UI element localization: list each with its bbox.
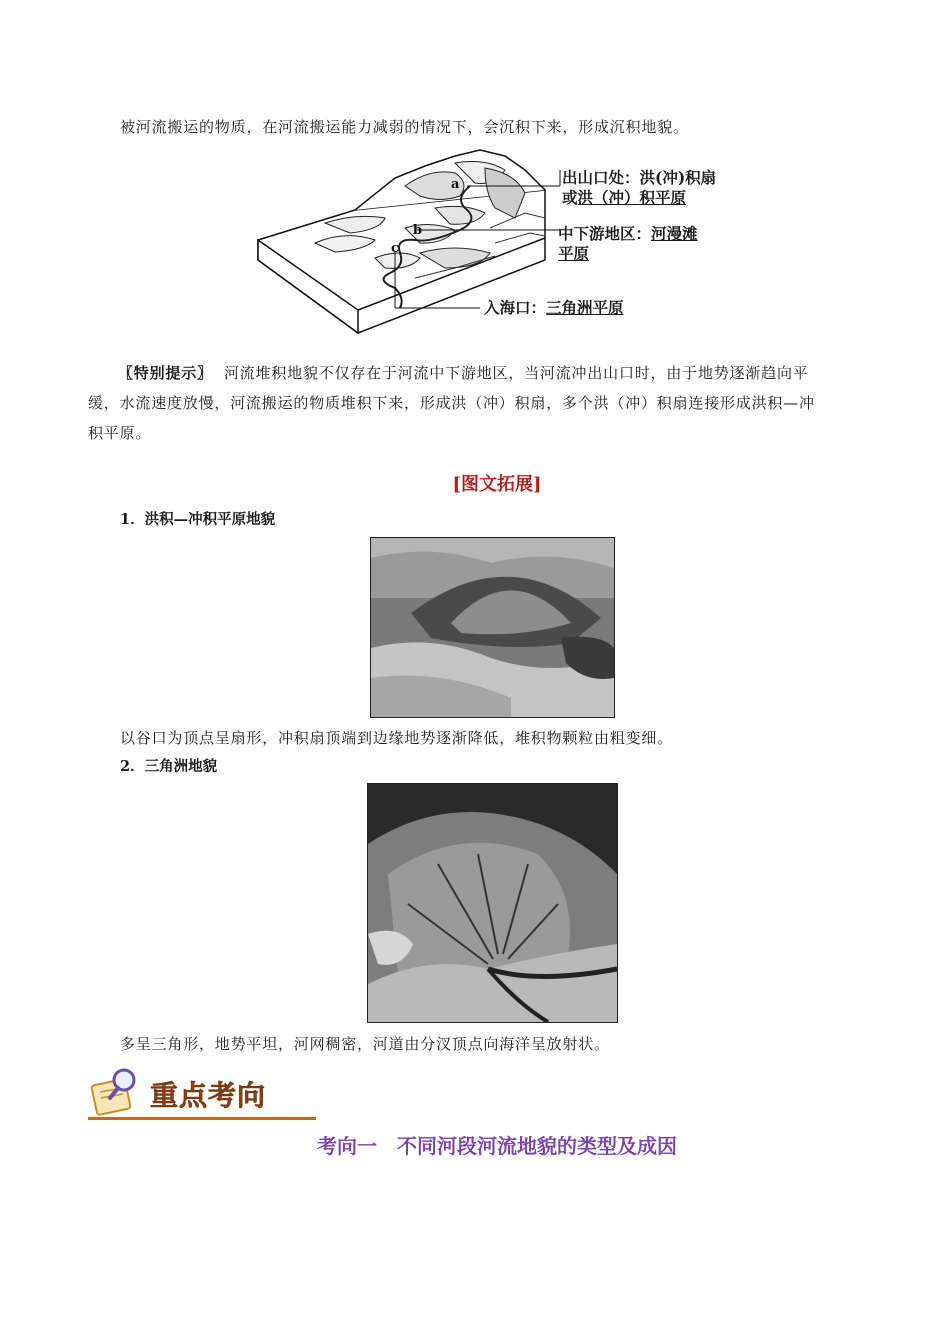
label-delta: [484, 298, 624, 318]
item1-caption: 以谷口为顶点呈扇形，冲积扇顶端到边缘地势逐渐降低，堆积物颗粒由粗变细。: [120, 729, 674, 747]
tip-heading: 〖特别提示〗: [118, 364, 213, 382]
key-points-banner: [88, 1066, 316, 1120]
item1-title: 1．洪积—冲积平原地貌: [120, 511, 276, 528]
label-floodplain-prefix: 中下游地区：: [558, 224, 652, 243]
label-alluvial-fan-line1: 出山口处：洪(冲)积扇: [562, 168, 717, 187]
magnifier-notepad-icon: [88, 1066, 148, 1118]
marker-c: c: [391, 241, 399, 256]
delta-photo: [367, 783, 618, 1023]
item2-caption: 多呈三角形，地势平坦，河网稠密，河道由分汊顶点向海洋呈放射状。: [120, 1035, 610, 1053]
label-floodplain-u1: 河漫滩: [651, 224, 698, 243]
tip-line2: 缓，水流速度放慢，河流搬运的物质堆积下来，形成洪（冲）积扇，多个洪（冲）积扇连接形成洪积—冲: [88, 394, 815, 412]
marker-a: a: [451, 177, 460, 192]
banner-underline: [88, 1117, 316, 1120]
label-delta-prefix: 入海口：: [484, 298, 547, 317]
item2-title: 2．三角洲地貌: [120, 758, 218, 775]
tip-line1: 河流堆积地貌不仅存在于河流中下游地区，当河流冲出山口时，由于地势逐渐趋向平: [223, 364, 809, 382]
label-floodplain: [558, 224, 698, 264]
label-prefix: 或: [562, 188, 578, 207]
label-alluvial-fan: [562, 168, 716, 208]
marker-b: b: [413, 223, 423, 238]
topic-heading: 考向一 不同河段河流地貌的类型及成因: [317, 1134, 677, 1158]
label-delta-plain: 三角洲平原: [546, 298, 624, 317]
extension-title: [图文拓展]: [452, 474, 542, 495]
label-alluvial-plain: 洪（冲）积平原: [577, 188, 687, 207]
label-floodplain-u2: 平原: [558, 244, 590, 263]
banner-text: 重点考向: [150, 1079, 267, 1112]
intro-paragraph: 被河流搬运的物质，在河流搬运能力减弱的情况下，会沉积下来，形成沉积地貌。: [120, 118, 689, 136]
special-tip: [88, 358, 878, 448]
label-alluvial-fan-line2: [562, 188, 716, 208]
alluvial-fan-photo: [370, 537, 615, 718]
tip-line3: 积平原。: [88, 424, 152, 442]
